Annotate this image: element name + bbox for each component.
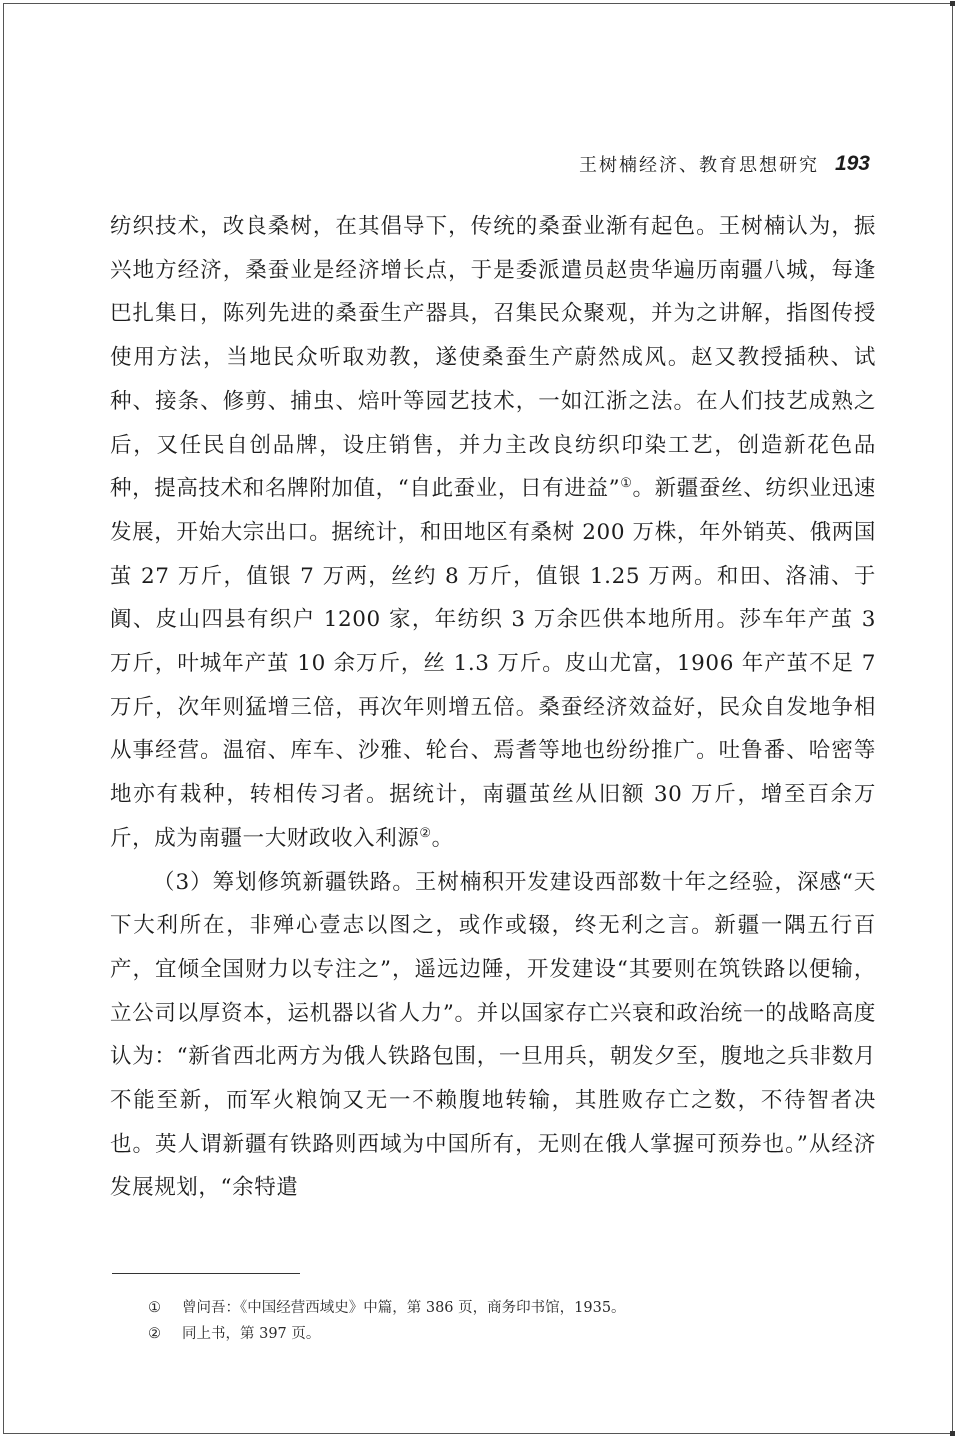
footnote-item	[148, 1295, 868, 1321]
page-number: 193	[834, 152, 870, 175]
footnotes	[148, 1295, 868, 1347]
footnote-reference: ②	[419, 825, 432, 841]
footnote-reference: ①	[620, 476, 633, 492]
body-paragraph	[110, 861, 876, 1211]
paragraph-text: 。新疆蚕丝、纺织业迅速发展，开始大宗出口。据统计，和田地区有桑树 200 万株，年外销英、俄两国茧 27 万斤，值银 7 万两，丝约 8 万斤，值银 1.25 万两。和田、洛浦、于阗、皮山四县有织户 1200 家，年纺织 3 万余匹供本地所用。莎车年产茧 3 万斤，叶城年产茧 10 余万斤，丝 1.3 万斤。皮山尤富，1906 年产茧不足 7 万斤，次年则猛增三倍，再次年则增五倍。桑蚕经济效益好，民众自发地争相从事经营。温宿、库车、沙雅、轮台、焉耆等地也纷纷推广。吐鲁番、哈密等地亦有栽种，转相传习者。据统计，南疆茧丝从旧额 30 万斤，增至百余万斤，成为南疆一大财政收入利源	[110, 476, 876, 851]
footnote-text: 同上书，第 397 页。	[182, 1326, 321, 1342]
body-text	[110, 205, 876, 1210]
body-paragraph	[110, 205, 876, 861]
footnote-item	[148, 1321, 868, 1347]
footnote-text: 曾问吾：《中国经营西域史》中篇，第 386 页，商务印书馆，1935。	[182, 1300, 626, 1316]
footnote-mark: ②	[148, 1326, 161, 1342]
corner-mark-top-right	[950, 1, 955, 6]
paragraph-text: 纺织技术，改良桑树，在其倡导下，传统的桑蚕业渐有起色。王树楠认为，振兴地方经济，桑蚕业是经济增长点，于是委派遣员赵贵华遍历南疆八城，每逢巴扎集日，陈列先进的桑蚕生产器具，召集民众聚观，并为之讲解，指图传授使用方法，当地民众听取劝教，遂使桑蚕生产蔚然成风。赵又教授插秧、试种、接条、修剪、捕虫、焙叶等园艺技术，一如江浙之法。在人们技艺成熟之后，又任民自创品牌，设庄销售，并力主改良纺织印染工艺，创造新花色品种，提高技术和名牌附加值，“自此蚕业，日有进益”	[110, 214, 876, 502]
footnote-separator	[112, 1273, 300, 1274]
running-head-title: 王树楠经济、教育思想研究	[578, 155, 819, 176]
corner-mark-bottom-right	[950, 1431, 955, 1436]
footnote-mark: ①	[148, 1300, 161, 1316]
paragraph-text: （3）筹划修筑新疆铁路。王树楠积开发建设西部数十年之经验，深感“天下大利所在，非殚心壹志以图之，或作或辍，终无利之言。新疆一隅五行百产，宜倾全国财力以专注之”，遥远边陲，开发建设“其要则在筑铁路以便输，立公司以厚资本，运机器以省人力”。并以国家存亡兴衰和政治统一的战略高度认为：“新省西北两方为俄人铁路包围，一旦用兵，朝发夕至，腹地之兵非数月不能至新，而军火粮饷又无一不赖腹地转输，其胜败存亡之数，不待智者决也。英人谓新疆有铁路则西域为中国所有，无则在俄人掌握可预券也。”从经济发展规划，“余特遣	[110, 869, 876, 1201]
running-head	[110, 148, 870, 180]
paragraph-text: 。	[431, 825, 454, 851]
